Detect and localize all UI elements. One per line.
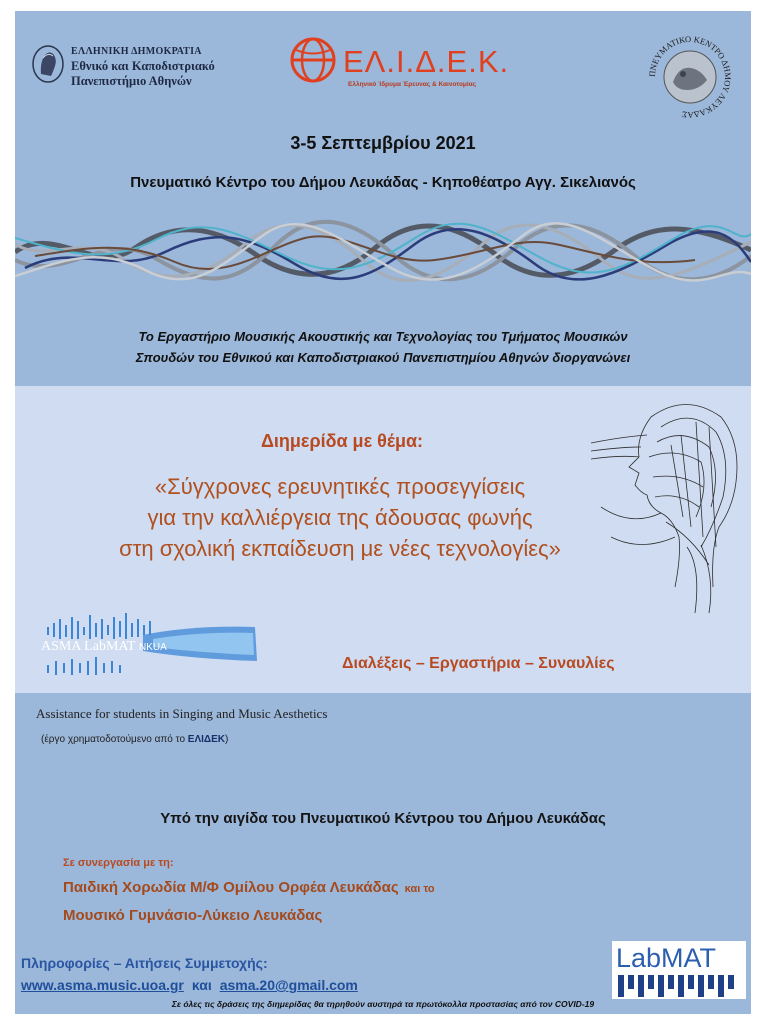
partner1-name: Παιδική Χορωδία Μ/Φ Ομίλου Ορφέα Λευκάδας xyxy=(63,879,399,896)
partner-school: Μουσικό Γυμνάσιο-Λύκειο Λευκάδας xyxy=(63,907,323,924)
funding-note xyxy=(41,734,228,745)
organizer-line2: Σπουδών του Εθνικού και Καποδιστριακού Πανεπιστημίου Αθηνών διοργανώνει xyxy=(135,350,631,365)
info-label: Πληροφορίες – Αιτήσεις Συμμετοχής: xyxy=(21,955,268,971)
labmat-logo xyxy=(612,941,746,999)
poster xyxy=(15,11,751,1014)
topic-line2: για την καλλιέργεια της άδουσας φωνής xyxy=(147,505,533,530)
topic-line1: «Σύγχρονες ερευνητικές προσεγγίσεις xyxy=(154,474,526,499)
labmat-logo-text: LabMAT xyxy=(616,943,717,973)
cultural-center-logo-text: ΠΝΕΥΜΑΤΙΚΟ ΚΕΝΤΡΟ ΔΗΜΟΥ ΛΕΥΚΑΔΑΣ xyxy=(646,33,734,121)
partner-choir xyxy=(63,879,435,896)
asma-logo-main: ASMA LabMAT xyxy=(41,639,136,654)
collaboration-lead: Σε συνεργασία με τη: xyxy=(63,857,174,869)
event-topic xyxy=(45,471,635,564)
website-link[interactable]: www.asma.music.uoa.gr xyxy=(21,977,184,993)
contact-and: και xyxy=(191,977,212,993)
contact-links xyxy=(21,977,358,993)
ribbon-waves-decoration xyxy=(15,204,751,302)
university-line2: Εθνικό και Καποδιστριακό xyxy=(71,59,215,73)
organizer-statement xyxy=(15,326,751,368)
event-date: 3-5 Σεπτεμβρίου 2021 xyxy=(290,133,476,153)
organizer-line1: Το Εργαστήριο Μουσικής Ακουστικής και Τεχνολογίας του Τμήματος Μουσικών xyxy=(138,329,628,344)
university-seal-icon xyxy=(31,44,65,84)
funding-prefix: (έργο χρηματοδοτούμενο από το xyxy=(41,734,188,745)
elidek-name: ΕΛ.Ι.Δ.Ε.Κ. xyxy=(343,44,510,79)
university-line3: Πανεπιστήμιο Αθηνών xyxy=(71,74,192,88)
asma-labmat-logo xyxy=(33,601,259,689)
cultural-center-logo xyxy=(643,30,737,124)
assistance-text: Assistance for students in Singing and Music Aesthetics xyxy=(36,706,328,721)
aegis-statement: Υπό την αιγίδα του Πνευματικού Κέντρου του Δήμου Λευκάδας xyxy=(160,810,606,827)
event-title: Διημερίδα με θέμα: xyxy=(260,431,424,451)
funding-suffix: ) xyxy=(225,734,229,745)
university-name xyxy=(71,44,215,89)
elidek-subtitle: Ελληνικό Ίδρυμα Έρευνας & Καινοτομίας xyxy=(348,81,477,88)
email-link[interactable]: asma.20@gmail.com xyxy=(219,977,358,993)
partner-conjunction: και το xyxy=(404,883,435,895)
event-venue: Πνευματικό Κέντρο του Δήμου Λευκάδας - Κηποθέατρο Αγγ. Σικελιανός xyxy=(130,174,636,191)
university-line1: ΕΛΛΗΝΙΚΗ ΔΗΜΟΚΡΑΤΙΑ xyxy=(71,46,202,57)
event-activities: Διαλέξεις – Εργαστήρια – Συναυλίες xyxy=(342,655,615,672)
covid-notice: Σε όλες τις δράσεις της διημερίδας θα τηρηθούν αυστηρά τα πρωτόκολλα προστασίας από τον COVID-19 xyxy=(171,999,595,1009)
elidek-globe-icon xyxy=(290,37,336,83)
topic-line3: στη σχολική εκπαίδευση με νέες τεχνολογίες» xyxy=(119,536,561,561)
asma-logo-suffix: NKUA xyxy=(139,642,167,653)
funding-org: ΕΛΙΔΕΚ xyxy=(187,734,225,745)
